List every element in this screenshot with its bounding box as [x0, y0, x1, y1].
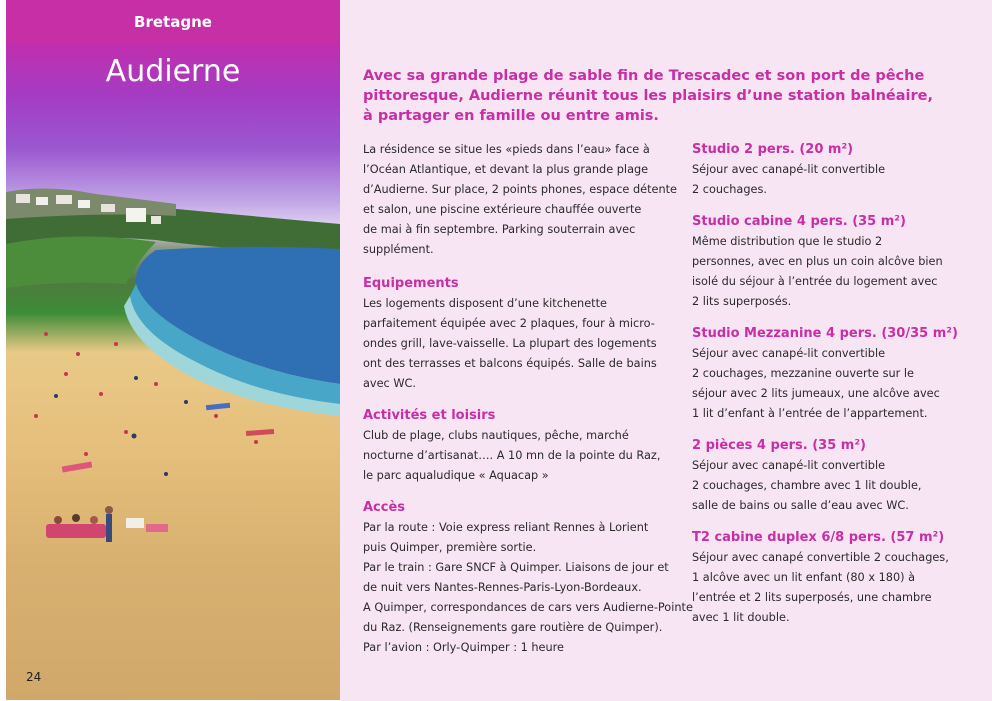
section-line: du Raz. (Renseignements gare routière de Quimper). [363, 621, 663, 634]
beach-photo [6, 44, 340, 700]
section-line: puis Quimper, première sortie. [363, 541, 537, 554]
left-column [363, 140, 693, 670]
accommodation-line: 2 couchages. [692, 183, 767, 196]
intro-line: Avec sa grande plage de sable fin de Trescadec et son port de pêche [363, 68, 925, 84]
section-line: le parc aqualudique « Aquacap » [363, 469, 549, 482]
section-activites [363, 406, 663, 486]
section-line: parfaitement équipée avec 2 plaques, four à micro- [363, 317, 655, 330]
accommodation-line: Même distribution que le studio 2 [692, 235, 883, 248]
accommodation-line: Séjour avec canapé-lit convertible [692, 163, 886, 176]
accommodation-line: 2 couchages, chambre avec 1 lit double, [692, 479, 922, 492]
section-title: Activités et loisirs [363, 408, 496, 423]
accommodation-title: 2 pièces 4 pers. (35 m²) [692, 438, 866, 453]
accommodation-line: Séjour avec canapé convertible 2 couchages, [692, 551, 949, 564]
page-title: Audierne [105, 54, 241, 89]
accommodation-title: Studio cabine 4 pers. (35 m²) [692, 214, 906, 229]
accommodation-line: 2 lits superposés. [692, 295, 792, 308]
accommodation-studio-cabine [692, 212, 960, 312]
description-block [363, 140, 677, 260]
section-equipements [363, 274, 663, 394]
accommodation-title: Studio 2 pers. (20 m²) [692, 142, 854, 157]
section-line: Par l’avion : Orly-Quimper : 1 heure [363, 641, 564, 654]
intro-heading [363, 66, 933, 126]
region-label: Bretagne [134, 13, 212, 31]
section-line: nocturne d’artisanat…. A 10 mn de la pointe du Raz, [363, 449, 661, 462]
description-line: La résidence se situe les «pieds dans l’eau» face à [363, 143, 650, 156]
accommodation-line: l’entrée et 2 lits superposés, une chambre [692, 591, 932, 604]
accommodation-line: isolé du séjour à l’entrée du logement avec [692, 275, 938, 288]
accommodation-line: 1 lit d’enfant à l’entrée de l’appartement. [692, 407, 928, 420]
accommodation-studio-mezzanine [692, 324, 960, 424]
description-line: l’Océan Atlantique, et devant la plus grande plage [363, 163, 649, 176]
accommodation-studio-2 [692, 140, 960, 200]
intro-line: pittoresque, Audierne réunit tous les plaisirs d’une station balnéaire, [363, 88, 933, 104]
description-line: de mai à fin septembre. Parking souterrain avec [363, 223, 636, 236]
accommodation-line: 1 alcôve avec un lit enfant (80 x 180) à [692, 571, 916, 584]
description-line: supplément. [363, 243, 434, 256]
page-number: 24 [26, 670, 42, 684]
section-line: ondes grill, lave-vaisselle. La plupart des logements [363, 337, 657, 350]
section-line: avec WC. [363, 377, 417, 390]
accommodation-line: Séjour avec canapé-lit convertible [692, 347, 886, 360]
section-line: de nuit vers Nantes-Rennes-Paris-Lyon-Bordeaux. [363, 581, 642, 594]
section-title: Equipements [363, 276, 459, 291]
accommodation-2-pieces [692, 436, 960, 516]
accommodation-line: salle de bains ou salle d’eau avec WC. [692, 499, 909, 512]
accommodation-line: personnes, avec en plus un coin alcôve bien [692, 255, 943, 268]
right-column [692, 140, 960, 640]
accommodation-title: T2 cabine duplex 6/8 pers. (57 m²) [692, 530, 945, 545]
left-panel [0, 0, 340, 701]
section-line: Les logements disposent d’une kitchenette [363, 297, 607, 310]
description-line: d’Audierne. Sur place, 2 points phones, espace détente [363, 183, 677, 196]
section-acces [363, 498, 693, 658]
accommodation-line: 2 couchages, mezzanine ouverte sur le [692, 367, 914, 380]
intro-line: à partager en famille ou entre amis. [363, 108, 659, 124]
description-line: et salon, une piscine extérieure chauffée ouverte [363, 203, 642, 216]
beach-illustration [6, 44, 340, 700]
accommodation-line: séjour avec 2 lits jumeaux, une alcôve avec [692, 387, 940, 400]
accommodation-t2-duplex [692, 528, 960, 628]
accommodation-line: Séjour avec canapé-lit convertible [692, 459, 886, 472]
section-title: Accès [363, 500, 406, 515]
section-line: Par le train : Gare SNCF à Quimper. Liaisons de jour et [363, 561, 669, 574]
section-line: A Quimper, correspondances de cars vers Audierne-Pointe [363, 601, 693, 614]
right-panel [340, 0, 992, 701]
region-band [6, 0, 340, 44]
accommodation-line: avec 1 lit double. [692, 611, 790, 624]
section-line: Club de plage, clubs nautiques, pêche, marché [363, 429, 629, 442]
accommodation-title: Studio Mezzanine 4 pers. (30/35 m²) [692, 326, 958, 341]
section-line: Par la route : Voie express reliant Rennes à Lorient [363, 521, 649, 534]
section-line: ont des terrasses et balcons équipés. Salle de bains [363, 357, 657, 370]
